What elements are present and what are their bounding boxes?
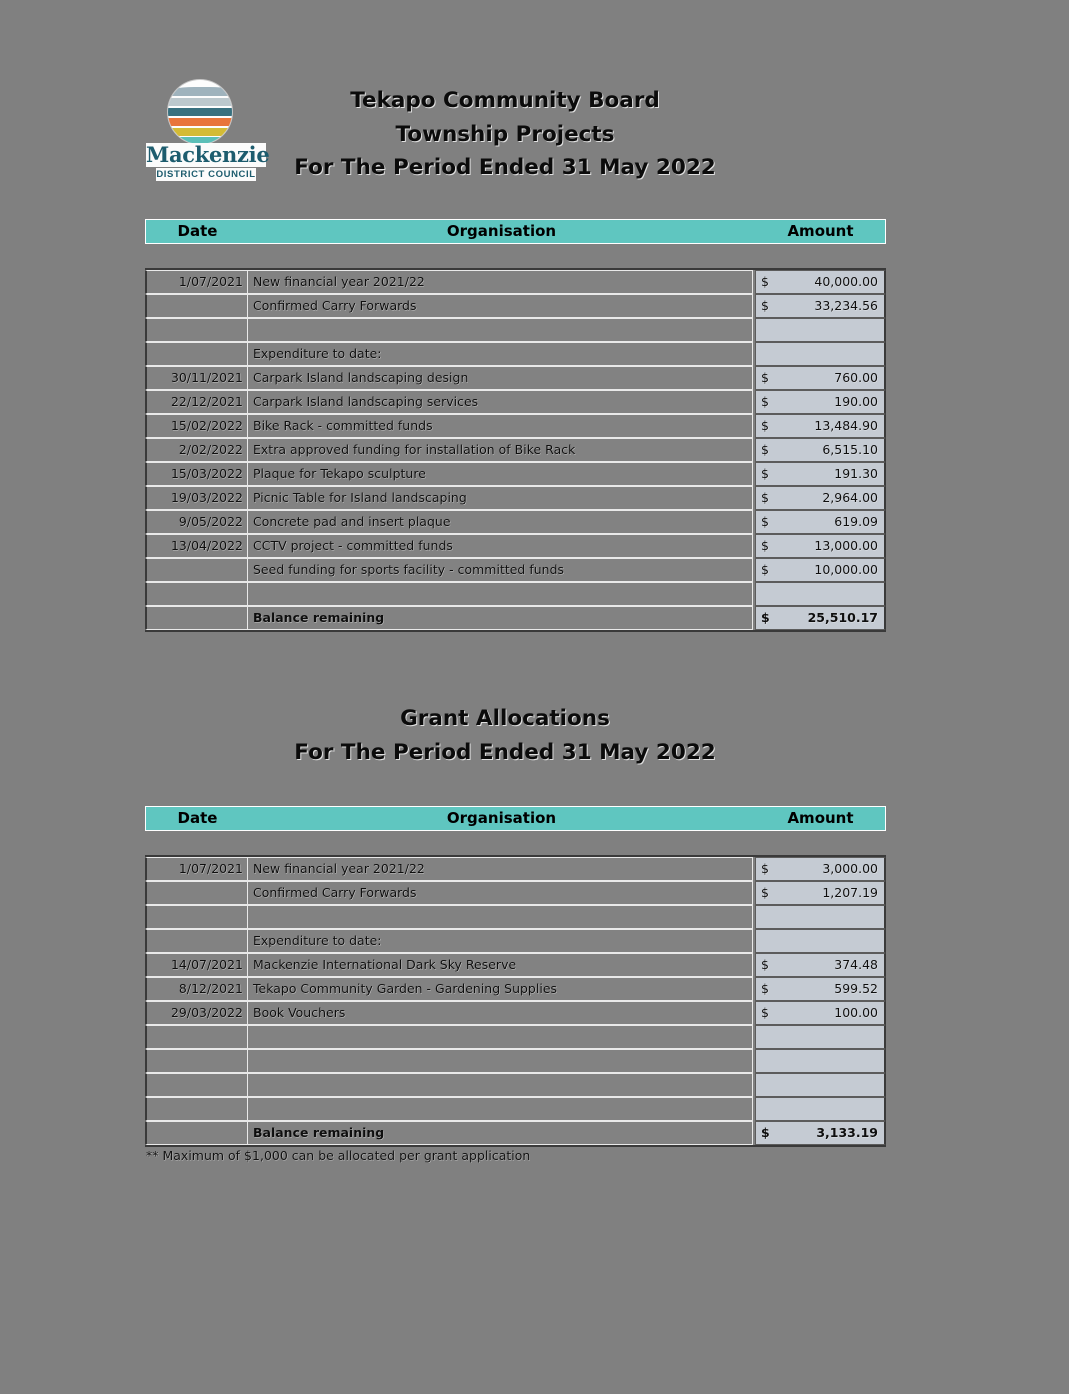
cell-date: 29/03/2022 [145,1001,248,1025]
document-header [0,76,1069,191]
cell-date: 9/05/2022 [145,510,248,534]
cell-date: 1/07/2021 [145,270,248,294]
logo-stripe-1 [168,87,232,96]
page-title-line-3: For The Period Ended 31 May 2022 [294,155,716,180]
cell-date [145,342,248,366]
logo-stripe-3 [168,108,232,116]
table-row [145,1097,886,1121]
cell-organisation [248,582,753,606]
column-header-date: Date [177,222,218,240]
table-row [145,318,886,342]
currency-symbol: $ [761,394,769,409]
grants-table-header-row [145,806,886,831]
cell-amount: $ 10,000.00 [755,558,886,582]
cell-date: 15/03/2022 [145,462,248,486]
cell-amount: $ 374.48 [755,953,886,977]
cell-organisation: Confirmed Carry Forwards [248,294,753,318]
township-projects-table [145,268,886,632]
cell-date [145,558,248,582]
grant-footnote: ** Maximum of $1,000 can be allocated per grant application [146,1148,531,1163]
table-row [145,1001,886,1025]
township-table-header-row [145,219,886,244]
table-row [145,534,886,558]
cell-date: 8/12/2021 [145,977,248,1001]
table-row [145,1025,886,1049]
cell-organisation [248,905,753,929]
cell-date [145,1049,248,1073]
table-row [145,462,886,486]
page-title [280,84,730,185]
cell-date [145,1121,248,1145]
cell-date [145,1025,248,1049]
cell-date [145,905,248,929]
cell-amount [755,582,886,606]
cell-date: 2/02/2022 [145,438,248,462]
cell-amount: $ 619.09 [755,510,886,534]
currency-symbol: $ [761,442,769,457]
column-header-date: Date [177,809,218,827]
currency-symbol: $ [761,418,769,433]
cell-organisation: Balance remaining [248,1121,753,1145]
cell-date: 30/11/2021 [145,366,248,390]
cell-amount: $ 2,964.00 [755,486,886,510]
cell-amount [755,342,886,366]
table-row [145,1049,886,1073]
logo-subtitle: DISTRICT COUNCIL [156,169,256,180]
mackenzie-district-council-logo [146,80,270,188]
table-row [145,270,886,294]
cell-organisation: New financial year 2021/22 [248,857,753,881]
cell-organisation: Concrete pad and insert plaque [248,510,753,534]
cell-amount: $ 3,000.00 [755,857,886,881]
cell-date: 1/07/2021 [145,857,248,881]
logo-stripe-4 [168,118,232,126]
cell-organisation [248,1073,753,1097]
cell-amount: $ 1,207.19 [755,881,886,905]
currency-symbol: $ [761,885,769,900]
grant-allocations-table [145,855,886,1147]
cell-date: 22/12/2021 [145,390,248,414]
table-row [145,953,886,977]
cell-date [145,582,248,606]
currency-symbol: $ [761,370,769,385]
cell-organisation: Carpark Island landscaping services [248,390,753,414]
currency-symbol: $ [761,298,769,313]
currency-symbol: $ [761,1125,770,1140]
cell-amount: $ 6,515.10 [755,438,886,462]
currency-symbol: $ [761,490,769,505]
cell-amount: $ 191.30 [755,462,886,486]
cell-organisation: Extra approved funding for installation of Bike Rack [248,438,753,462]
cell-date [145,606,248,630]
cell-amount [755,1025,886,1049]
cell-date: 13/04/2022 [145,534,248,558]
cell-organisation: New financial year 2021/22 [248,270,753,294]
cell-organisation: CCTV project - committed funds [248,534,753,558]
table-row [145,977,886,1001]
cell-amount: $ 13,000.00 [755,534,886,558]
cell-amount [755,318,886,342]
cell-organisation: Tekapo Community Garden - Gardening Supplies [248,977,753,1001]
table-row [145,1121,886,1145]
cell-amount: $ 100.00 [755,1001,886,1025]
currency-symbol: $ [761,466,769,481]
cell-organisation: Seed funding for sports facility - committed funds [248,558,753,582]
table-row [145,857,886,881]
table-row [145,582,886,606]
grant-allocations-title [280,702,730,769]
currency-symbol: $ [761,957,769,972]
cell-organisation: Picnic Table for Island landscaping [248,486,753,510]
cell-organisation [248,1025,753,1049]
logo-wordmark: Mackenzie [146,142,270,167]
table-row [145,414,886,438]
cell-amount [755,1073,886,1097]
column-header-amount: Amount [787,222,854,240]
cell-organisation: Expenditure to date: [248,929,753,953]
cell-date [145,318,248,342]
table-row [145,929,886,953]
cell-organisation: Carpark Island landscaping design [248,366,753,390]
table-row [145,881,886,905]
cell-date [145,294,248,318]
table-row [145,390,886,414]
cell-amount [755,929,886,953]
table-row [145,486,886,510]
cell-date: 15/02/2022 [145,414,248,438]
cell-organisation [248,318,753,342]
logo-stripe-2 [168,98,232,106]
page-title-line-1: Tekapo Community Board [350,88,660,113]
cell-date [145,1097,248,1121]
currency-symbol: $ [761,610,770,625]
cell-amount: $ 40,000.00 [755,270,886,294]
cell-organisation: Mackenzie International Dark Sky Reserve [248,953,753,977]
cell-amount: $ 599.52 [755,977,886,1001]
cell-amount: $ 3,133.19 [755,1121,886,1145]
table-row [145,438,886,462]
cell-organisation: Expenditure to date: [248,342,753,366]
cell-date [145,1073,248,1097]
cell-amount: $ 33,234.56 [755,294,886,318]
currency-symbol: $ [761,514,769,529]
grant-title-line-1: Grant Allocations [400,706,610,731]
cell-amount [755,1097,886,1121]
cell-date: 14/07/2021 [145,953,248,977]
currency-symbol: $ [761,861,769,876]
table-row [145,366,886,390]
column-header-organisation: Organisation [446,809,557,827]
cell-amount [755,905,886,929]
cell-organisation: Bike Rack - committed funds [248,414,753,438]
cell-date [145,929,248,953]
table-row [145,905,886,929]
table-row [145,606,886,630]
table-row [145,342,886,366]
currency-symbol: $ [761,562,769,577]
cell-date: 19/03/2022 [145,486,248,510]
cell-amount [755,1049,886,1073]
cell-organisation: Book Vouchers [248,1001,753,1025]
column-header-organisation: Organisation [446,222,557,240]
currency-symbol: $ [761,538,769,553]
column-header-amount: Amount [787,809,854,827]
cell-amount: $ 13,484.90 [755,414,886,438]
currency-symbol: $ [761,981,769,996]
currency-symbol: $ [761,1005,769,1020]
cell-organisation: Balance remaining [248,606,753,630]
cell-organisation [248,1097,753,1121]
currency-symbol: $ [761,274,769,289]
cell-amount: $ 25,510.17 [755,606,886,630]
table-row [145,510,886,534]
logo-stripe-5 [168,128,232,136]
table-row [145,558,886,582]
table-row [145,294,886,318]
grant-title-line-2: For The Period Ended 31 May 2022 [294,739,716,765]
cell-organisation [248,1049,753,1073]
cell-amount: $ 190.00 [755,390,886,414]
cell-amount: $ 760.00 [755,366,886,390]
logo-circle-icon [168,80,232,144]
cell-organisation: Plaque for Tekapo sculpture [248,462,753,486]
cell-organisation: Confirmed Carry Forwards [248,881,753,905]
page-title-line-2: Township Projects [395,121,615,147]
cell-date [145,881,248,905]
table-row [145,1073,886,1097]
